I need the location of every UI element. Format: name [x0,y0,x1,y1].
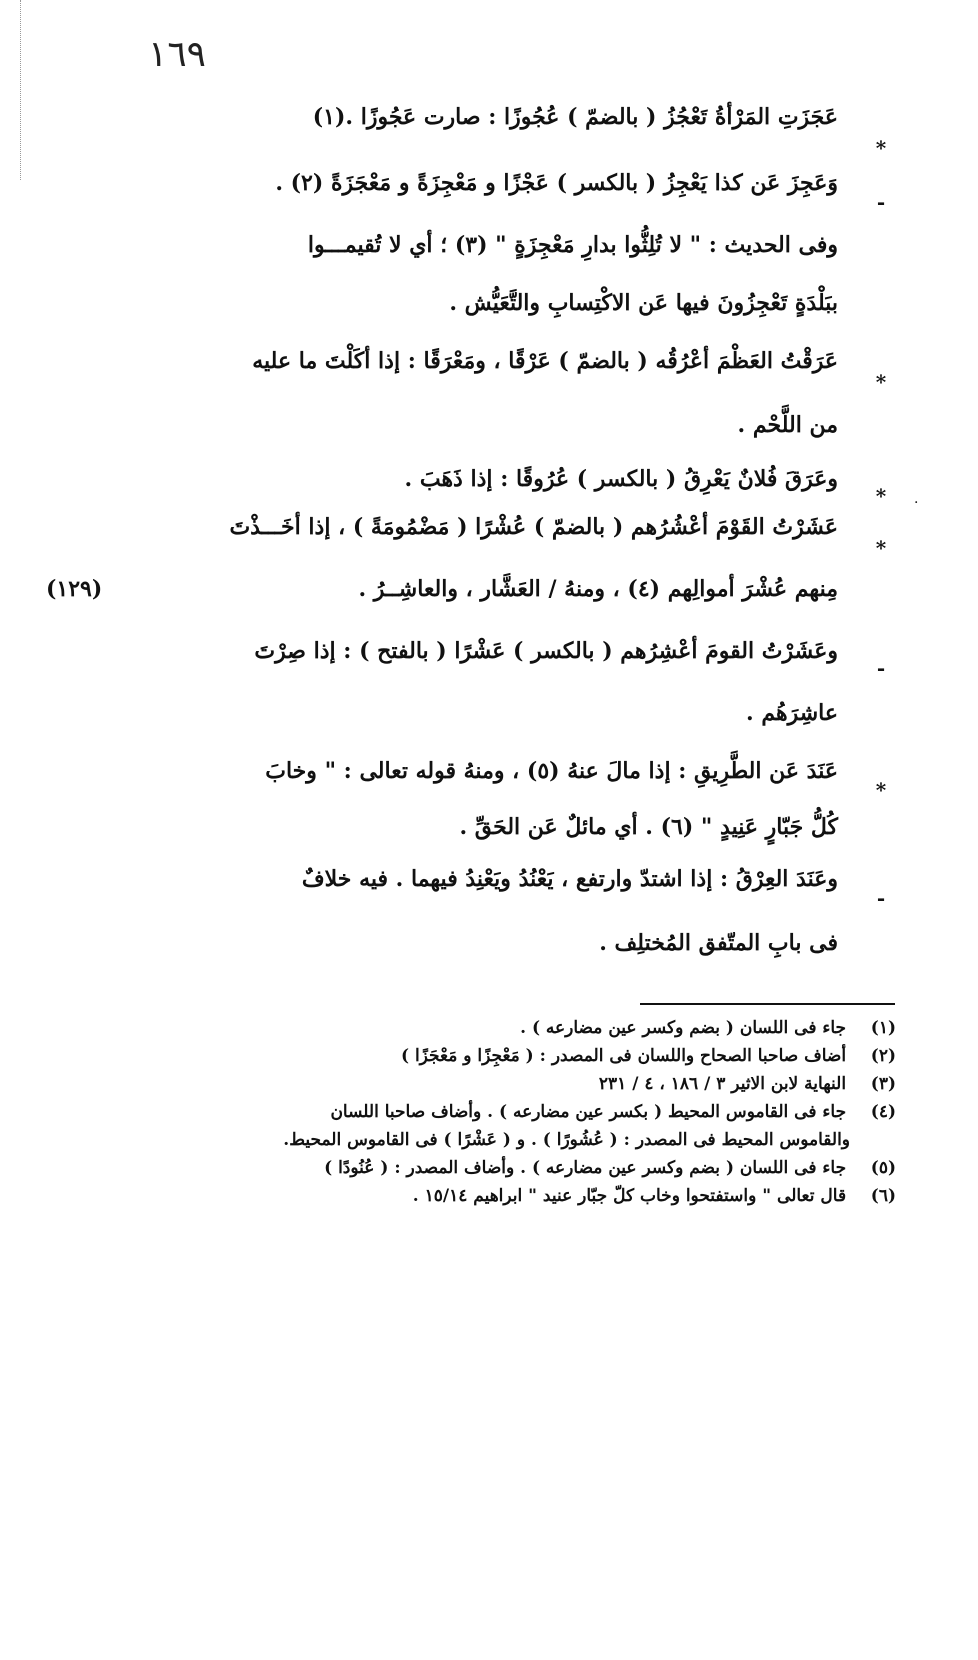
entry-marker: * [875,484,887,508]
footnote-text: أضاف صاحبا الصحاح واللسان فى المصدر : ( مَعْجِزًا و مَعْجَزًا ) [400,1046,847,1066]
left-margin-rule [20,0,21,180]
entry-line: وعَرَقَ فُلانٌ يَعْرِقُ ( بالكسر ) عُرُوقًا : إذا ذَهَبَ . [404,466,838,492]
footnote [401,1046,896,1066]
entry-line: عَجَزَتِ المَرْأةُ تَعْجُزُ ( بالضمّ ) عُجُوزًا : صارت عَجُوزًا .(١) [312,104,838,130]
entry-line: وعَنَدَ العِرْقُ : إذا اشتدّ وارتفع ، يَعْنُدُ ويَعْنِدُ فيهما . فيه خلافٌ [301,866,838,892]
footnote-text: جاء فى القاموس المحيط ( بكسر عين مضارعه ) . وأضاف صاحبا اللسان [330,1102,847,1122]
page-number: ١٦٩ [148,34,207,75]
footnote-text: جاء فى اللسان ( بضم وكسر عين مضارعه ) . [520,1018,847,1038]
entry-marker: * [875,136,887,160]
footnote [599,1074,896,1094]
entry-marker: * [875,536,887,560]
entry-line: عاشِرَهُم . [746,700,838,726]
entry-line: كُلُّ جَبّارٍ عَنِيدٍ " (٦) . أي مائلٌ عَن الحَقِّ . [459,814,838,840]
footnote-number: (٢) [870,1046,896,1066]
entry-line: وعَشَرْتُ القومَ أعْشِرُهم ( بالكسر ) عَشْرًا ( بالفتح ) : إذا صِرْتَ [254,638,838,664]
entry-line: ببَلْدَةٍ تَعْجِزُونَ فيها عَن الاكْتِسابِ والتَّعَيُّش . [449,290,838,316]
entry-line: مِنهم عُشْرَ أموالِهم (٤) ، ومنهُ / العَشَّار ، والعاشِــرُ . [358,576,838,602]
footnote [324,1158,896,1178]
footnote-text: جاء فى اللسان ( بضم وكسر عين مضارعه ) . وأضاف المصدر : ( عُنُودًا ) [324,1158,847,1178]
footnote-text: النهاية لابن الاثير ٣ / ١٨٦ ، ٤ / ٢٣١ [598,1074,847,1094]
entry-marker: * [875,778,887,802]
footnote-number: (٤) [870,1102,896,1122]
margin-page-number: (١٢٩) [46,576,103,602]
footnote-continuation [283,1130,850,1150]
entry-line: عَشَرْتُ القَوْمَ أعْشُرُهم ( بالضمّ ) عُشْرًا ( مَضْمُومَةً ) ، إذا أخَـــذْتَ [229,514,838,540]
footnote-number: (٣) [870,1074,896,1094]
entry-line: عَنَدَ عَن الطَّرِيقِ : إذا مالَ عنهُ (٥) ، ومنهُ قوله تعالى : " وخابَ [265,758,838,784]
entry-line: من اللَّحْم . [737,412,838,438]
entry-line: عَرَقْتُ العَظْمَ أعْرُقُه ( بالضمّ ) عَرْقًا ، ومَعْرَقًا : إذا أكَلْتَ ما عليه [252,348,838,374]
entry-marker: - [876,656,886,680]
footnote [413,1186,896,1206]
entry-line: وفى الحديث : " لا تُلِثُّوا بدارِ مَعْجِزَةٍ " (٣) ؛ أي لا تُقيمـــوا [307,232,838,258]
margin-dot: · [914,495,919,511]
entry-line: فى بابِ المتّفق المُختلِف . [599,930,838,956]
entry-marker: - [876,190,886,214]
footnote [520,1018,896,1038]
entry-marker: * [875,370,887,394]
entry-line: وَعَجِزَ عَن كذا يَعْجِزُ ( بالكسر ) عَجْزًا و مَعْجِزَةً و مَعْجَزَةً (٢) . [275,170,838,196]
entry-marker: - [876,886,886,910]
footnote-text: قال تعالى " واستفتحوا وخاب كلّ جبّار عنيد " ابراهيم ١٥/١٤ . [412,1186,847,1206]
footnote-separator [640,1003,895,1005]
footnote [330,1102,896,1122]
footnote-number: (١) [870,1018,896,1038]
footnote-number: (٦) [870,1186,896,1206]
footnote-text: والقاموس المحيط فى المصدر : ( عُشُورًا ) . و ( عَشْرًا ) فى القاموس المحيط. [283,1130,850,1150]
footnote-number: (٥) [870,1158,896,1178]
